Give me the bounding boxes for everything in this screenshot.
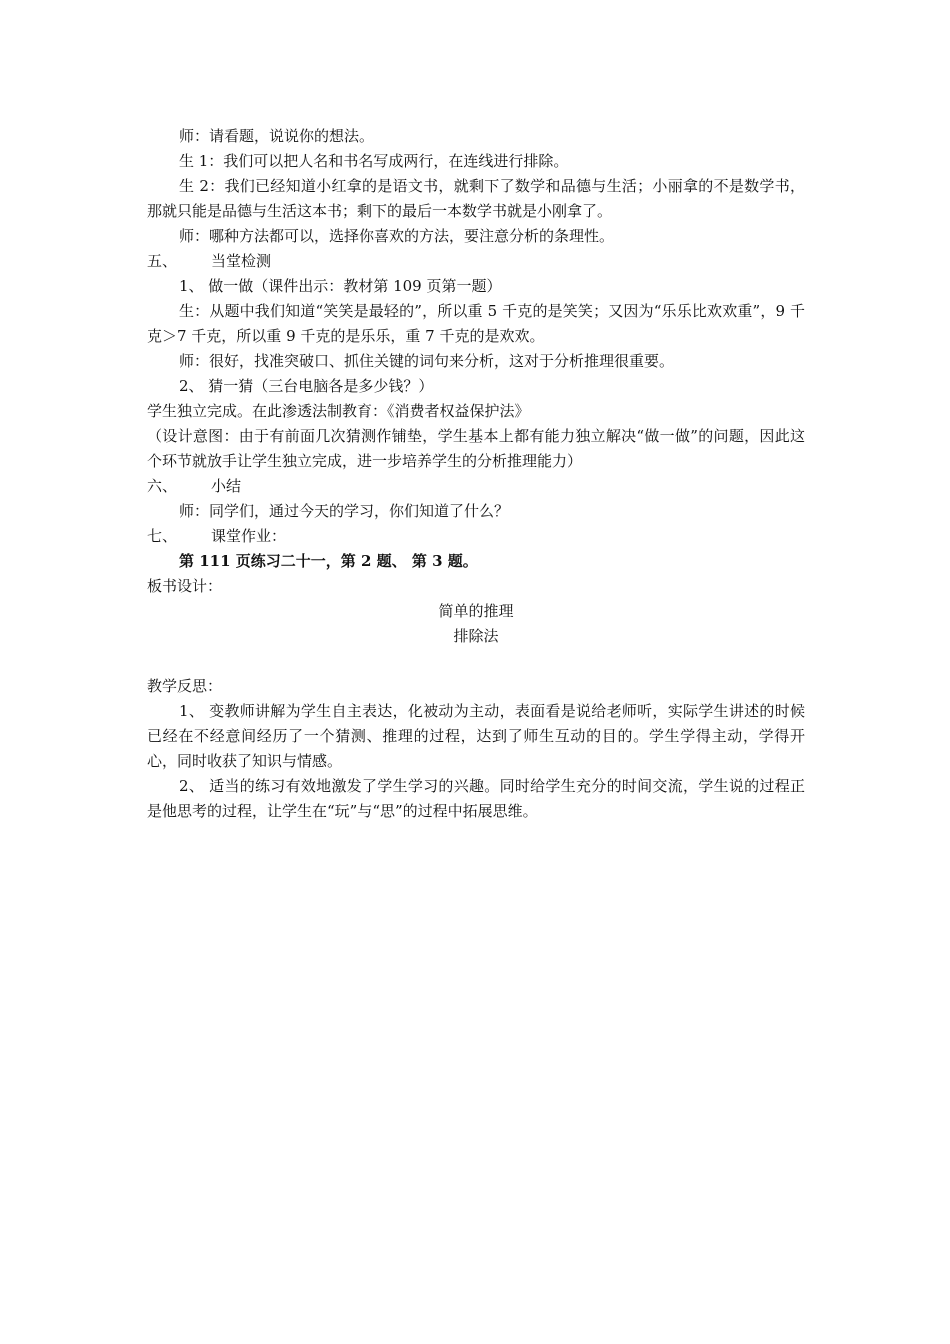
teacher-prompt: 师：请看题，说说你的想法。 — [179, 127, 375, 145]
board-title: 简单的推理 — [438, 602, 514, 620]
section-5-title: 当堂检测 — [211, 252, 272, 270]
section-5-teacher-comment: 师：很好，找准突破口、抓住关键的词句来分析，这对于分析推理很重要。 — [179, 352, 675, 370]
section-6-number: 六、 — [147, 477, 178, 495]
section-5-independent-work: 学生独立完成。在此渗透法制教育：《消费者权益保护法》 — [147, 402, 530, 420]
section-6-title: 小结 — [211, 477, 242, 495]
spacer — [147, 649, 805, 674]
section-5-item-2: 2、 猜一猜（三台电脑各是多少钱？） — [179, 377, 434, 395]
section-5-number: 五、 — [147, 252, 178, 270]
reflection-item-1: 1、 变教师讲解为学生自主表达，化被动为主动，表面看是说给老师听，实际学生讲述的时候已经在不经意间经历了一个猜测、推理的过程，达到了师生互动的目的。学生学得主动，学得开心，同时收获了知识与情感。 — [147, 702, 805, 770]
teacher-comment: 师：哪种方法都可以，选择你喜欢的方法，要注意分析的条理性。 — [179, 227, 615, 245]
section-7-heading — [147, 524, 805, 549]
section-5-heading — [147, 249, 805, 274]
reflection-label: 教学反思： — [147, 677, 223, 695]
section-7-number: 七、 — [147, 527, 178, 545]
document-body — [147, 124, 805, 824]
homework-assignment: 第 111 页练习二十一，第 2 题、 第 3 题。 — [179, 552, 478, 570]
student-1-answer: 生 1：我们可以把人名和书名写成两行，在连线进行排除。 — [179, 152, 569, 170]
reflection-item-2: 2、 适当的练习有效地激发了学生学习的兴趣。同时给学生充分的时间交流，学生说的过程正是他思考的过程，让学生在“玩”与“思”的过程中拓展思维。 — [147, 777, 805, 820]
section-5-student-answer: 生：从题中我们知道“笑笑是最轻的”，所以重 5 千克的是笑笑；又因为“乐乐比欢欢重”，9 千克＞7 千克，所以重 9 千克的是乐乐，重 7 千克的是欢欢。 — [147, 302, 805, 345]
board-design-label: 板书设计： — [147, 577, 223, 595]
student-2-answer: 生 2：我们已经知道小红拿的是语文书，就剩下了数学和品德与生活；小丽拿的不是数学书，那就只能是品德与生活这本书；剩下的最后一本数学书就是小刚拿了。 — [147, 177, 805, 220]
section-5-design-intent: （设计意图：由于有前面几次猜测作铺垫，学生基本上都有能力独立解决“做一做”的问题，因此这个环节就放手让学生独立完成，进一步培养学生的分析推理能力） — [147, 427, 805, 470]
section-6-teacher-question: 师：同学们，通过今天的学习，你们知道了什么？ — [179, 502, 510, 520]
section-7-title: 课堂作业： — [211, 527, 287, 545]
board-subtitle: 排除法 — [453, 627, 499, 645]
section-6-heading — [147, 474, 805, 499]
section-5-item-1: 1、 做一做（课件出示：教材第 109 页第一题） — [179, 277, 502, 295]
